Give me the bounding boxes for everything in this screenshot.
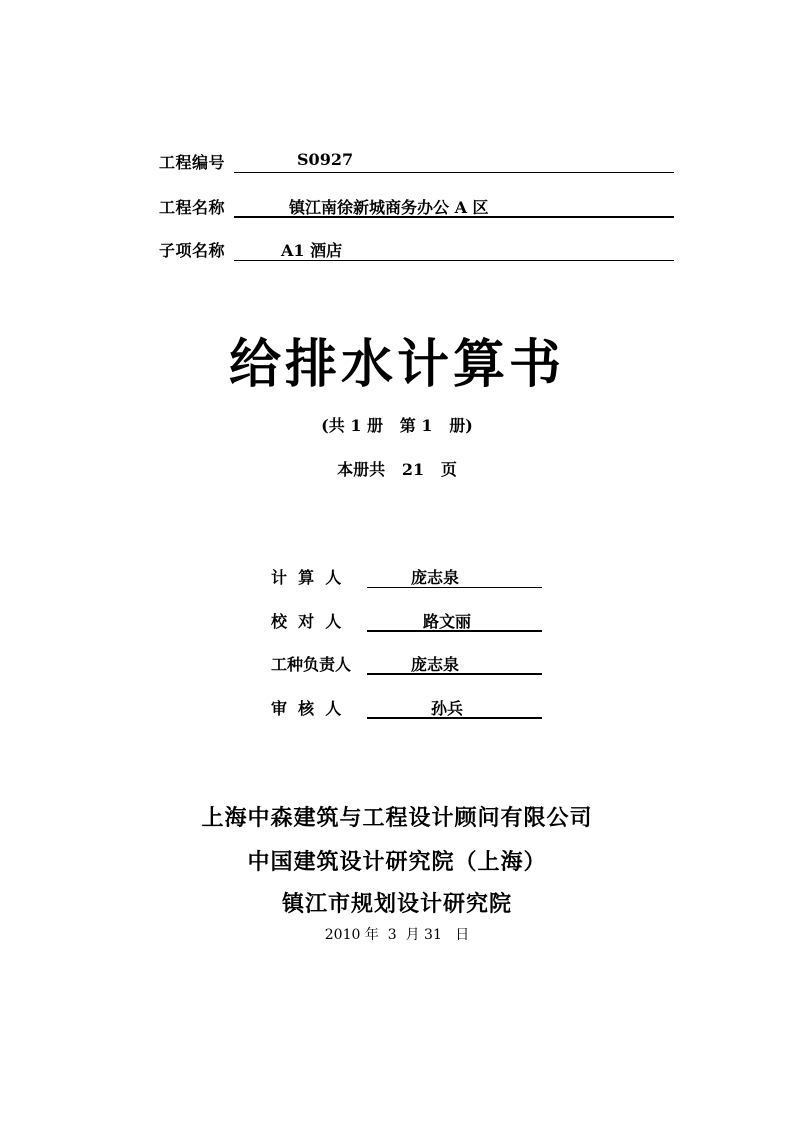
- volume-info: [0, 413, 794, 436]
- sub-item-value: A1 酒店: [281, 241, 343, 260]
- project-number-label: 工程编号: [159, 153, 226, 172]
- signature-name: 路文丽: [423, 612, 472, 631]
- sub-item-row: [159, 238, 674, 264]
- signature-reviewer-row: [271, 696, 542, 722]
- document-title: 给排水计算书: [228, 335, 565, 395]
- signature-role: 计 算 人: [271, 568, 342, 587]
- signature-role: 工种负责人: [271, 655, 352, 674]
- project-name-label: 工程名称: [159, 198, 226, 217]
- organization-1: 上海中森建筑与工程设计顾问有限公司: [201, 805, 593, 831]
- page-count-prefix: 本册共: [337, 460, 386, 479]
- signature-calculator-row: [271, 565, 542, 591]
- signature-role: 审 核 人: [271, 699, 342, 718]
- signature-name: 庞志泉: [411, 568, 460, 587]
- signature-discipline-lead-row: [271, 652, 542, 678]
- organization-3: 镇江市规划设计研究院: [281, 891, 512, 917]
- signature-name: 庞志泉: [411, 655, 460, 674]
- signature-checker-row: [271, 609, 542, 635]
- project-number-row: [159, 150, 674, 176]
- signature-name: 孙兵: [431, 699, 464, 718]
- project-number-value: S0927: [297, 150, 354, 169]
- sub-item-label: 子项名称: [159, 241, 226, 260]
- organization-2: 中国建筑设计研究院（上海）: [247, 849, 547, 875]
- signature-role: 校 对 人: [271, 612, 342, 631]
- volume-current: 1: [421, 416, 433, 435]
- project-number-underline: [234, 172, 674, 173]
- date-year: 2010: [324, 927, 361, 943]
- page-count: [0, 457, 794, 480]
- page-count-number: 21: [401, 460, 425, 479]
- project-name-value: 镇江南徐新城商务办公 A 区: [289, 198, 489, 217]
- document-date: [0, 924, 794, 944]
- volume-ce: 册: [367, 416, 384, 435]
- date-day: 31: [424, 927, 442, 943]
- volume-total: 1: [350, 416, 362, 435]
- volume-open: (共: [321, 416, 345, 435]
- volume-close: 册): [449, 416, 473, 435]
- volume-di: 第: [399, 416, 416, 435]
- date-month-unit: 月: [405, 927, 420, 943]
- date-year-unit: 年: [364, 927, 379, 943]
- project-name-row: [159, 195, 674, 221]
- date-month: 3: [387, 927, 397, 943]
- page-count-suffix: 页: [440, 460, 457, 479]
- date-day-unit: 日: [455, 927, 470, 943]
